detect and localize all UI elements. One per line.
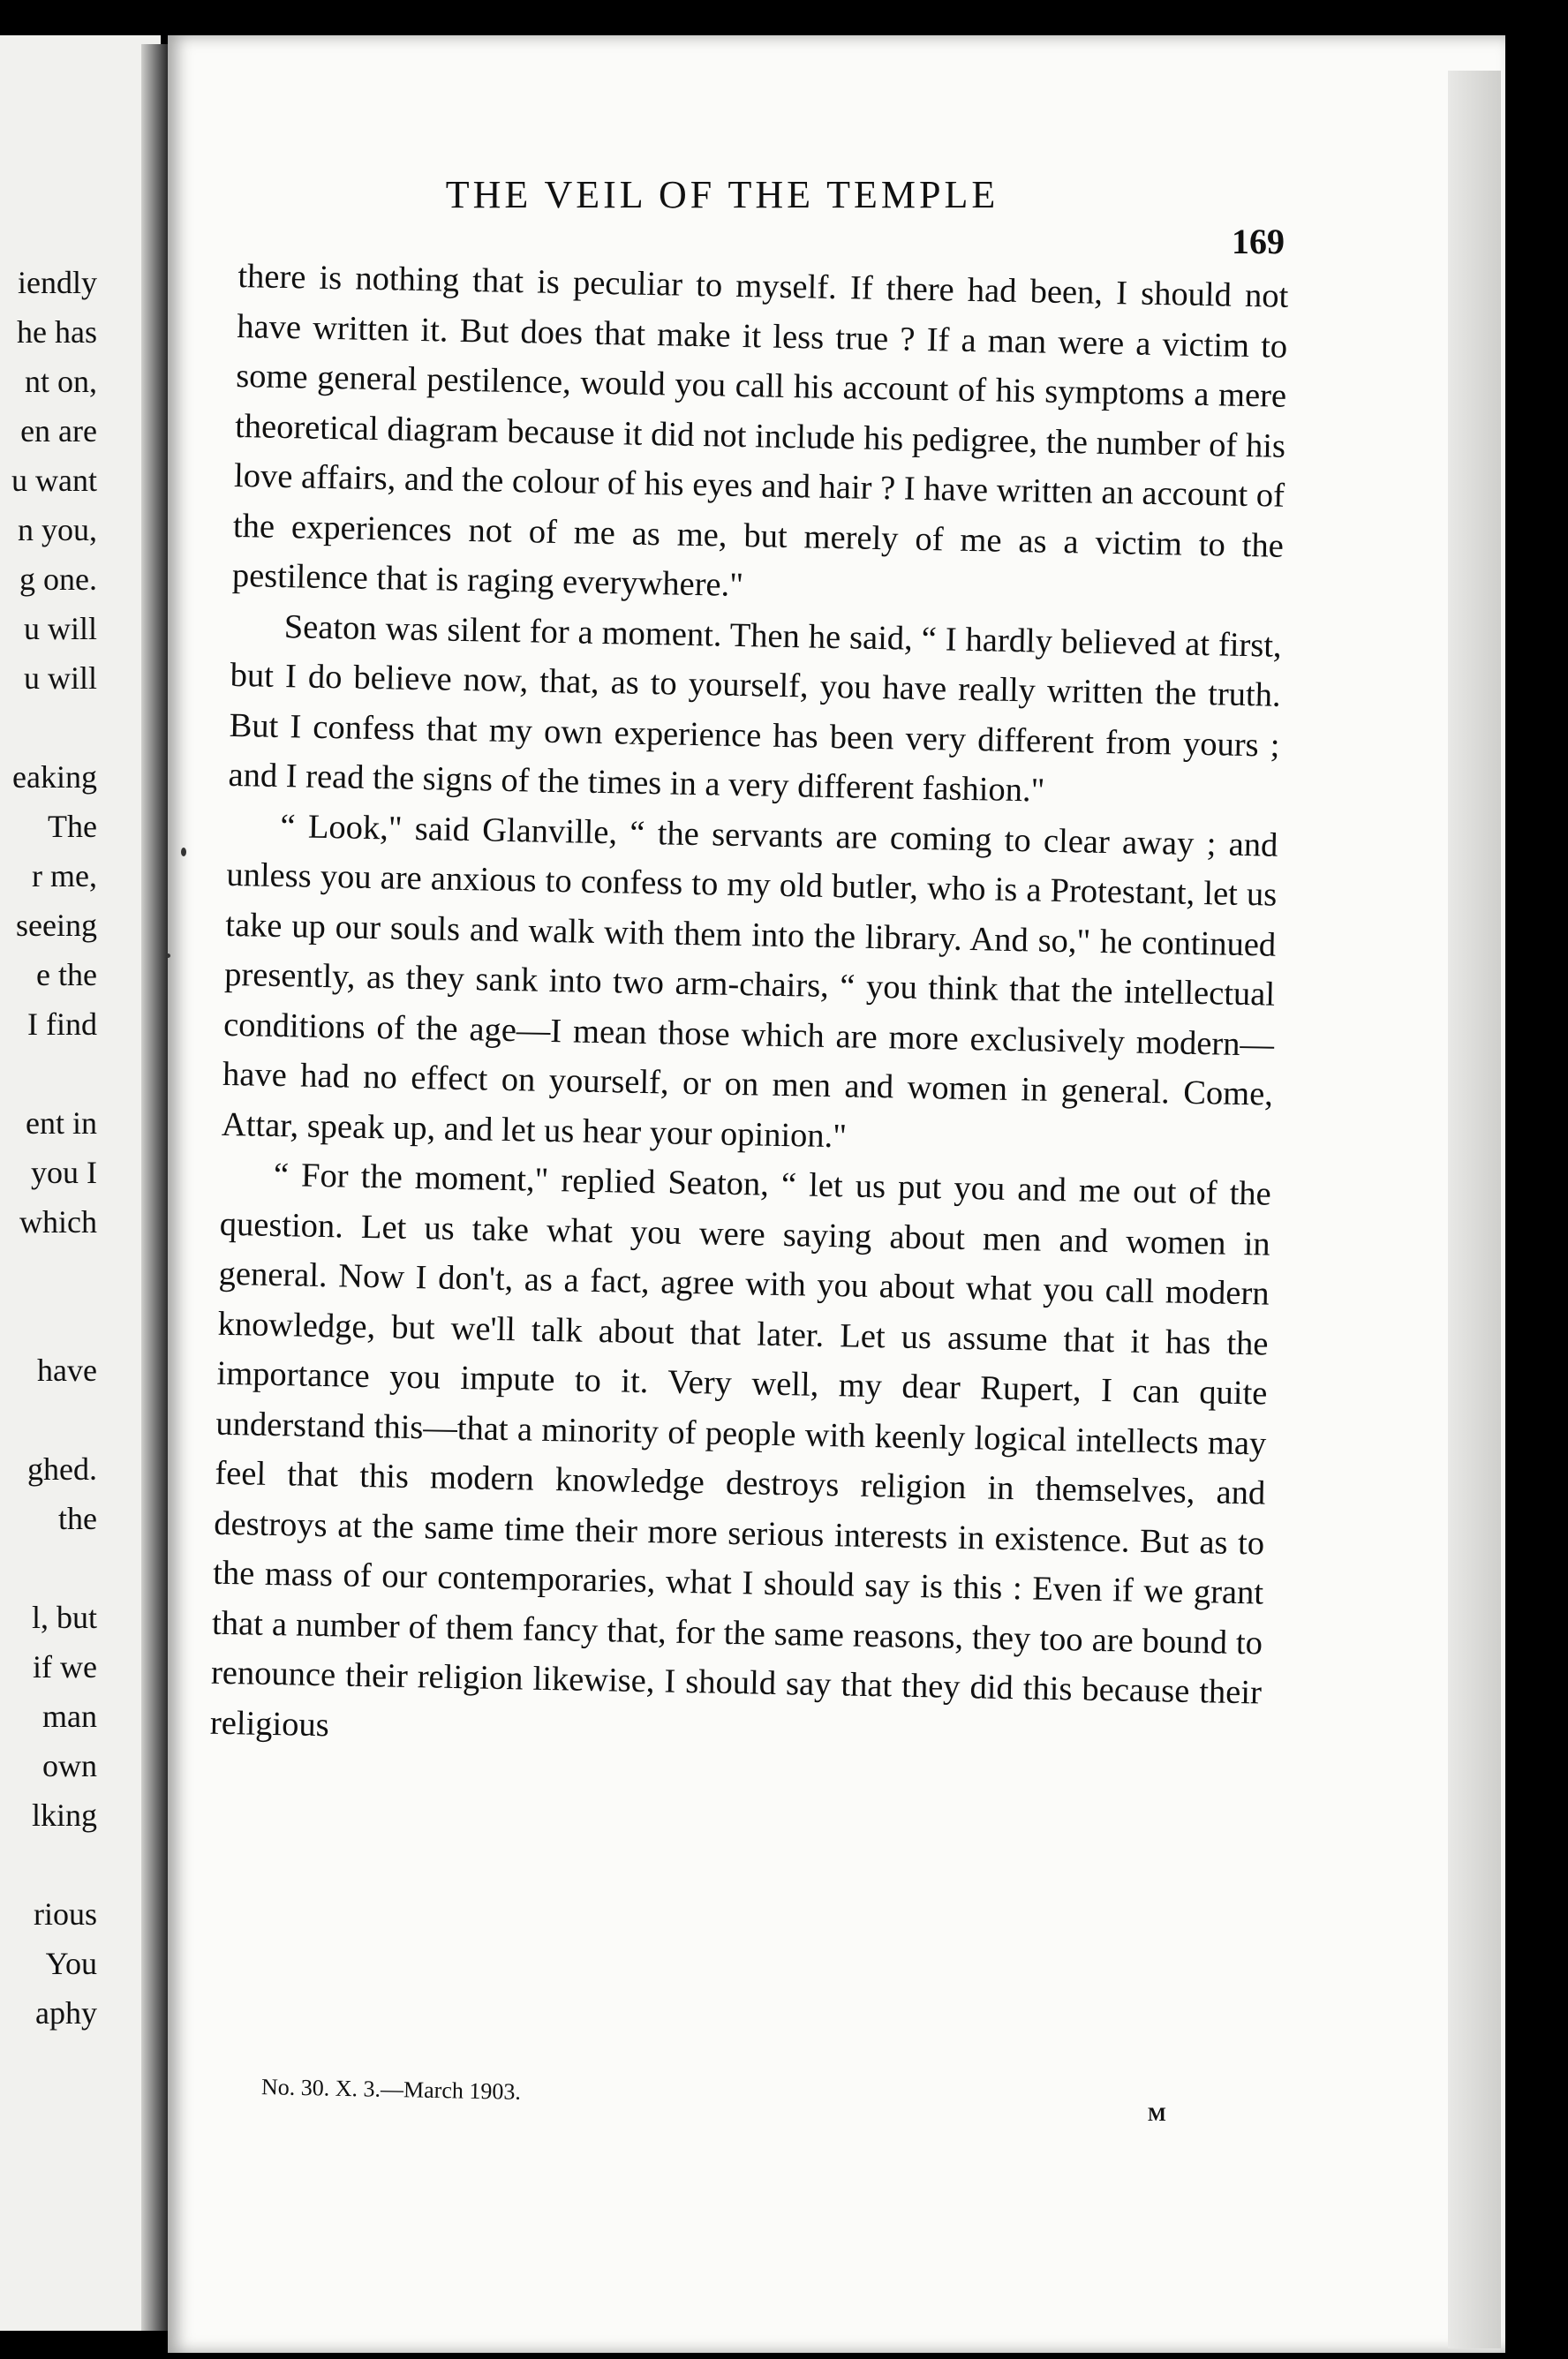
- previous-page-line: The: [48, 809, 97, 844]
- print-speck: [166, 953, 170, 958]
- previous-page-line: n you,: [18, 512, 97, 547]
- previous-page-line: nt on,: [24, 364, 97, 399]
- paragraph-3: “ Look," said Glanville, “ the servants are coming to clear away ; and unless you are anxious to confess to my old butler, who is a Protestant, let us take up our souls and walk with them into the library. And so," he continued presently, as they sank into two arm-chairs, “ you think that the intellectual conditions of the age—I mean those which are more exclusively modern—have had no effect on yourself, or on men and women in general. Come, Attar, speak up, and let us hear your opinion.": [221, 807, 1278, 1155]
- previous-page-line: eaking: [12, 759, 97, 795]
- page-edge-shadow: [1448, 71, 1501, 2348]
- previous-page-line: I find: [27, 1006, 97, 1042]
- previous-page-line: u will: [23, 611, 97, 646]
- footer-signature: No. 30. X. 3.—March 1903.: [260, 2074, 522, 2105]
- previous-page-line: you I: [31, 1155, 97, 1190]
- footer-signature-mark: M: [1148, 2103, 1166, 2125]
- previous-page-line: e the: [36, 957, 97, 992]
- paragraph-4: “ For the moment," replied Seaton, “ let us put you and me out of the question. Let us take what you were saying about men and women in general. Now I don't, as a fact, agree with you about what you call modern knowledge, but we'll talk about that later. Let us assume that it has the importance you impute to it. Very well, my dear Rupert, I can quite understand this—that a minority of people with keenly logical intellects may feel that this modern knowledge destroys religion in themselves, and destroys at the same time their more serious interests in existence. But as to the mass of our contemporaries, what I should say is this : Even if we grant that a number of them fancy that, for the same reasons, they too are bound to renounce their religion likewise, I should say that they did this because their religious: [209, 1156, 1272, 1744]
- previous-page-line: own: [42, 1748, 97, 1783]
- previous-page-line: u will: [23, 660, 97, 696]
- print-speck: [181, 848, 186, 856]
- page-number: 169: [1232, 222, 1285, 261]
- running-head: THE VEIL OF THE TEMPLE: [445, 173, 999, 216]
- previous-page-line: g one.: [19, 561, 97, 597]
- previous-page-line: iendly: [18, 265, 97, 300]
- previous-page-line: r me,: [32, 858, 97, 893]
- previous-page-line: ghed.: [27, 1451, 97, 1487]
- body-text: [209, 252, 1288, 1768]
- previous-page-line: he has: [17, 314, 97, 350]
- previous-page-line: rious: [34, 1896, 97, 1932]
- previous-page-line: the: [58, 1501, 97, 1536]
- previous-page-line: aphy: [35, 1995, 97, 2031]
- paragraph-2: Seaton was silent for a moment. Then he said, “ I hardly believed at first, but I do believe now, that, as to yourself, you have really written the truth. But I confess that my own experience has been very different from yours ; and I read the signs of the times in a very different fashion.": [228, 607, 1283, 810]
- previous-page-line: u want: [11, 463, 97, 498]
- previous-page-line: You: [45, 1946, 97, 1981]
- previous-page-line: seeing: [16, 908, 97, 943]
- previous-page-line: l, but: [31, 1600, 97, 1635]
- previous-page-line: man: [42, 1699, 97, 1734]
- paragraph-1: there is nothing that is peculiar to myself. If there had been, I should not have written it. But does that make it less true ? If a man were a victim to some general pestilence, would you call his account of his symptoms a mere theoretical diagram because it did not include his pedigree, the number of his love affairs, and the colour of his eyes and hair ? I have written an account of the experiences not of me as me, but merely of me as a victim to the pestilence that is raging everywhere.": [231, 257, 1289, 605]
- previous-page-line: ent in: [26, 1105, 97, 1141]
- previous-page-line: if we: [33, 1649, 97, 1684]
- previous-page-line: have: [37, 1353, 97, 1388]
- previous-page-line: which: [19, 1204, 97, 1240]
- previous-page-line: lking: [31, 1798, 97, 1833]
- book-gutter: [141, 44, 168, 2331]
- previous-page-line: en are: [20, 413, 97, 448]
